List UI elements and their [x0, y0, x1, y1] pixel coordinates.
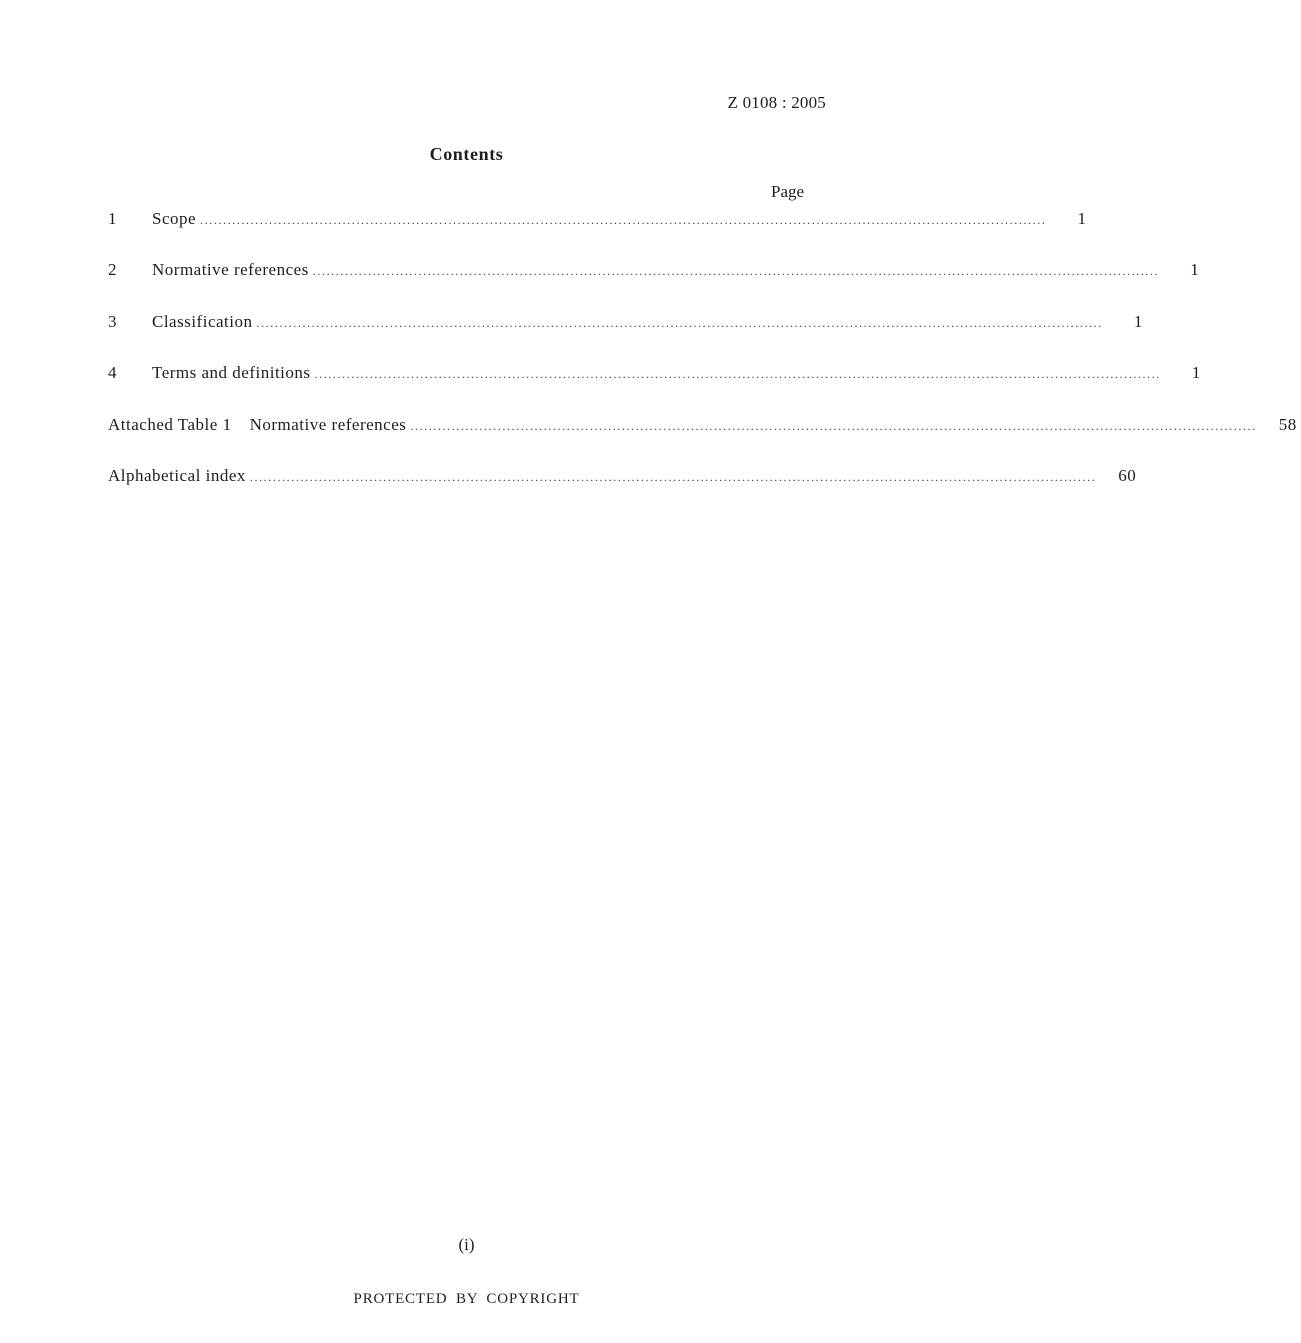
- entry-label-group: [108, 415, 406, 435]
- entry-number: 2: [108, 260, 117, 280]
- toc-entry-alphabetical-index[interactable]: [108, 465, 1137, 517]
- entry-title: Normative references: [152, 260, 309, 280]
- contents-title: Contents: [429, 144, 504, 164]
- entry-number: 4: [108, 363, 117, 383]
- entry-title: Classification: [152, 311, 253, 331]
- dot-leader: ........................................................................................................................................................................................: [314, 367, 1161, 382]
- toc-entry-terms-and-definitions[interactable]: [108, 363, 1201, 414]
- entry-title: Normative references: [249, 414, 407, 434]
- page-column-heading: Page: [771, 182, 805, 201]
- entry-number: 1: [108, 209, 117, 228]
- copyright-notice: PROTECTED BY COPYRIGHT: [353, 1291, 580, 1307]
- toc-entry-normative-references[interactable]: [108, 260, 1200, 311]
- entry-title: Terms and definitions: [152, 363, 311, 383]
- entry-page-number: 58: [1278, 414, 1297, 434]
- entry-page-number: 1: [1077, 209, 1087, 228]
- entry-page-number: 60: [1118, 465, 1137, 485]
- toc-entry-classification[interactable]: [108, 311, 1143, 363]
- toc-entry-attached-table-1[interactable]: [108, 414, 1297, 466]
- toc-entry-scope[interactable]: [108, 209, 1087, 260]
- page-folio: (i): [458, 1235, 475, 1254]
- entry-page-number: 1: [1190, 260, 1200, 280]
- entry-number: 3: [108, 311, 117, 331]
- entry-page-number: 1: [1133, 311, 1143, 331]
- dot-leader: ........................................................................................................................................................................................: [256, 315, 1103, 330]
- dot-leader: ........................................................................................................................................................................................: [200, 213, 1047, 227]
- document-code: Z 0108 : 2005: [727, 93, 826, 112]
- entry-page-number: 1: [1191, 363, 1201, 383]
- dot-leader: ........................................................................................................................................................................................: [312, 264, 1160, 279]
- entry-label: Attached Table 1: [108, 414, 232, 434]
- entry-title: Scope: [152, 209, 197, 228]
- entry-title: Alphabetical index: [108, 465, 246, 485]
- dot-leader: ........................................................................................................................................................................................: [410, 418, 1257, 433]
- dot-leader: ........................................................................................................................................................................................: [249, 469, 1097, 484]
- table-of-contents: [108, 209, 1297, 517]
